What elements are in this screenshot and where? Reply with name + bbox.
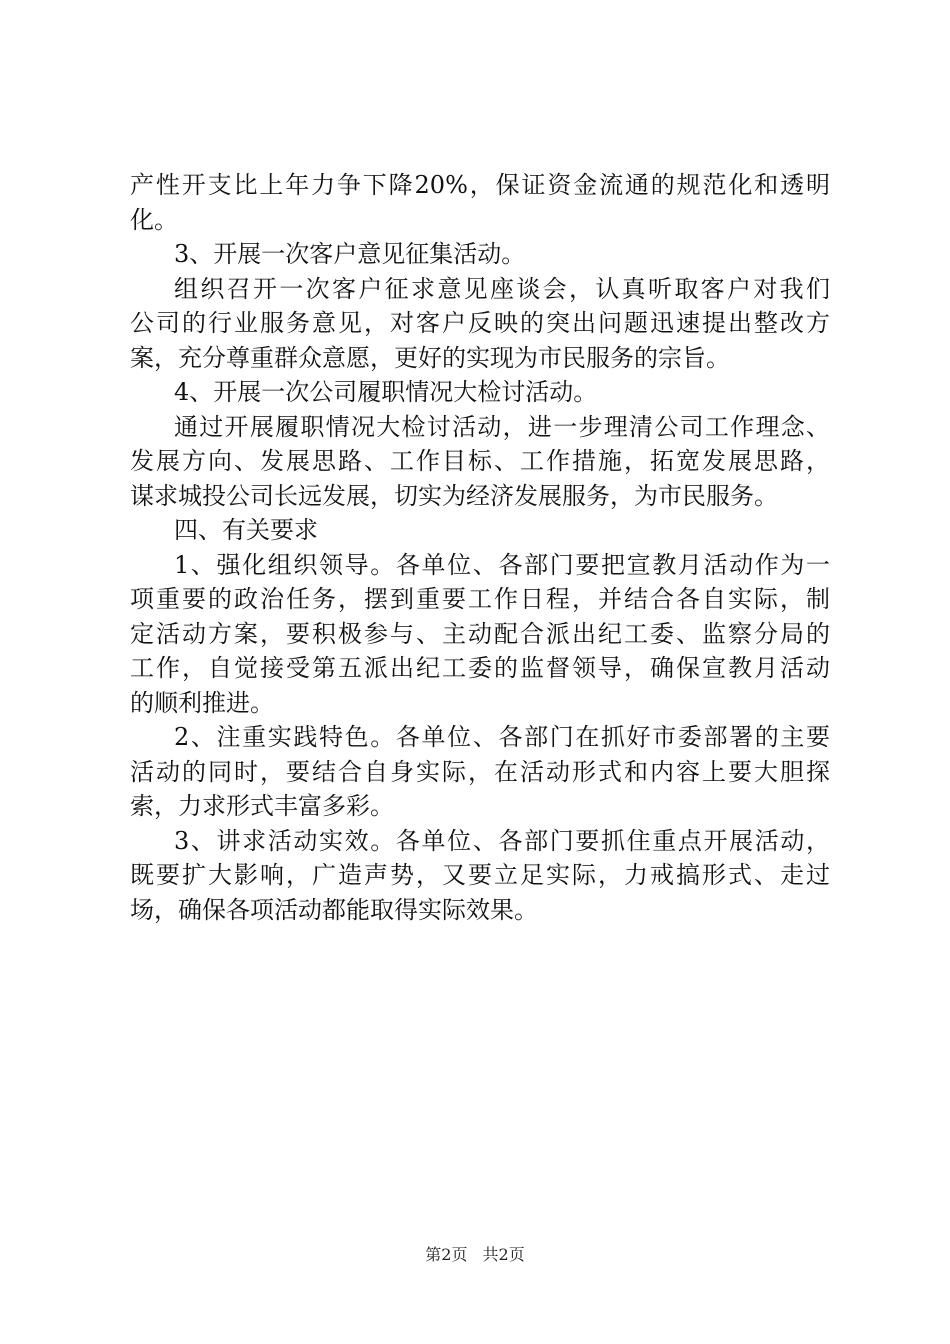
text-line: 定活动方案，要积极参与、主动配合派出纪工委、监察分局的 — [130, 619, 830, 648]
text-line: 化。 — [130, 205, 178, 234]
text-line: 发展方向、发展思路、工作目标、工作措施，拓宽发展思路， — [130, 447, 830, 475]
text-line: 活动的同时，要结合自身实际，在活动形式和内容上要大胆探 — [130, 757, 830, 786]
text-line: 1、强化组织领导。各单位、各部门要把宣教月活动作为一 — [174, 550, 830, 579]
document-body — [130, 168, 830, 927]
text-line: 通过开展履职情况大检讨活动，进一步理清公司工作理念、 — [174, 412, 830, 441]
text-line: 索，力求形式丰富多彩。 — [130, 792, 394, 820]
text-line: 2、注重实践特色。各单位、各部门在抓好市委部署的主要 — [174, 723, 830, 751]
text-line: 3、开展一次客户意见征集活动。 — [174, 240, 526, 268]
text-line: 场，确保各项活动都能取得实际效果。 — [130, 895, 538, 924]
text-line: 四、有关要求 — [174, 516, 318, 544]
page-total: 共2页 — [482, 1245, 525, 1264]
text-line: 既要扩大影响，广造声势，又要立足实际，力戒搞形式、走过 — [130, 861, 830, 889]
text-line: 产性开支比上年力争下降20%，保证资金流通的规范化和透明 — [130, 171, 830, 199]
text-line: 工作，自觉接受第五派出纪工委的监督领导，确保宣教月活动 — [130, 654, 830, 682]
text-line: 组织召开一次客户征求意见座谈会，认真听取客户对我们 — [174, 274, 830, 303]
text-line: 项重要的政治任务，摆到重要工作日程，并结合各自实际，制 — [130, 585, 830, 613]
page-footer — [0, 1244, 950, 1266]
text-line: 案，充分尊重群众意愿，更好的实现为市民服务的宗旨。 — [130, 343, 730, 372]
page-number: 第2页 — [425, 1245, 468, 1264]
text-line: 3、讲求活动实效。各单位、各部门要抓住重点开展活动， — [174, 826, 830, 855]
text-line: 公司的行业服务意见，对客户反映的突出问题迅速提出整改方 — [130, 309, 830, 337]
text-line: 谋求城投公司长远发展，切实为经济发展服务，为市民服务。 — [130, 481, 778, 510]
text-line: 4、开展一次公司履职情况大检讨活动。 — [174, 378, 598, 406]
text-line: 的顺利推进。 — [130, 688, 274, 717]
